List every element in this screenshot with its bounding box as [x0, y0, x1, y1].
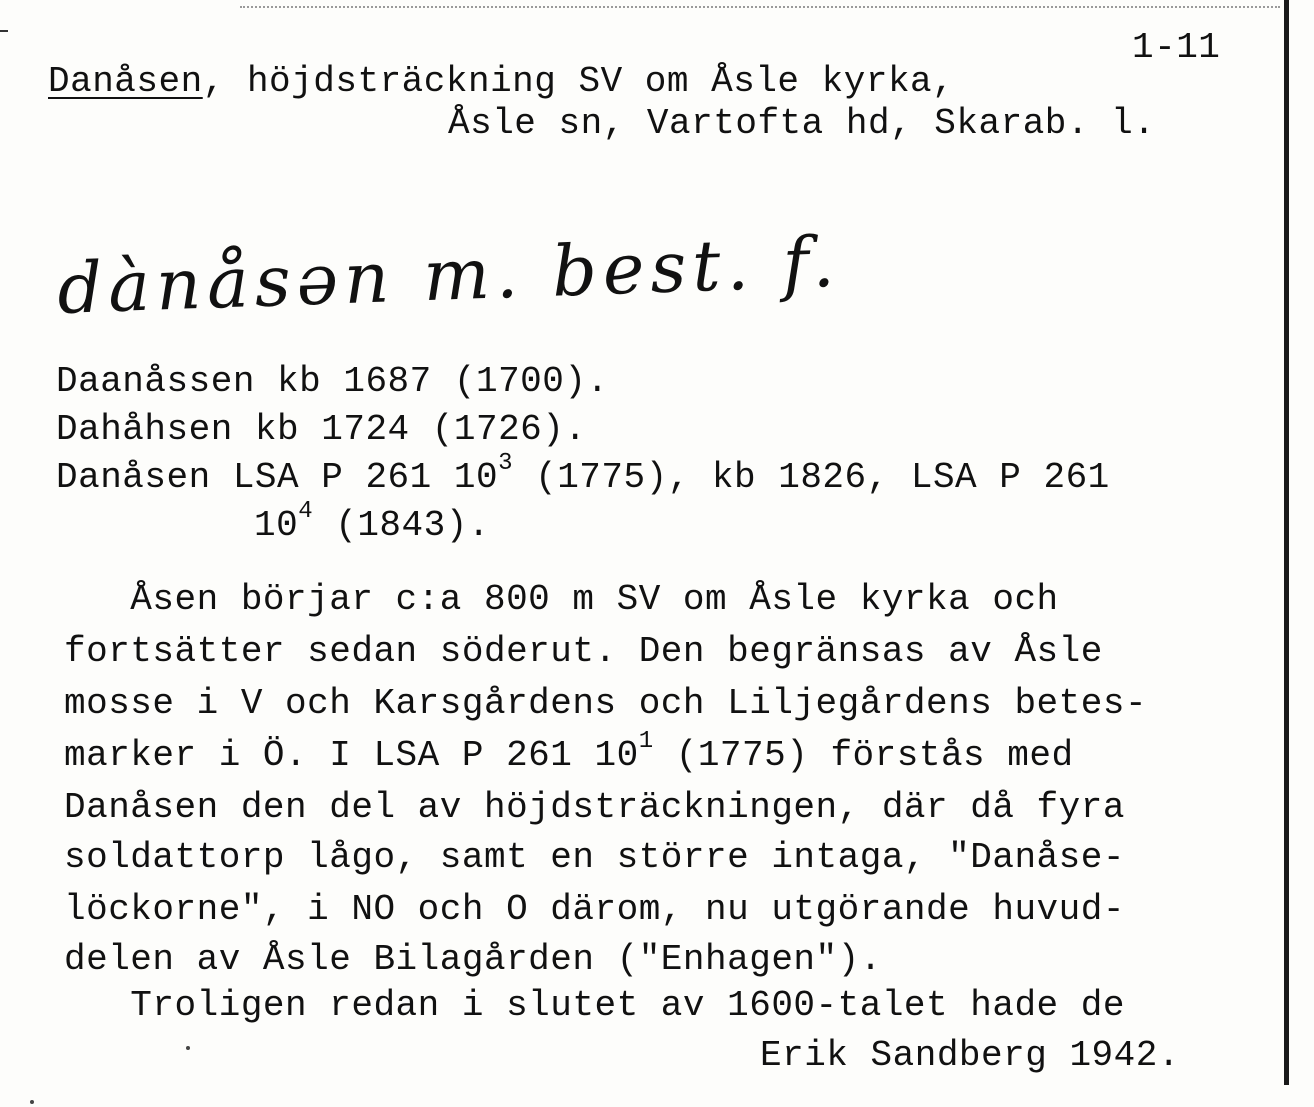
- body-line: mosse i V och Karsgårdens och Liljegårdens betes-: [64, 683, 1148, 724]
- source-superscript: 3: [498, 450, 513, 477]
- source-line: [254, 498, 490, 546]
- source-line: Dahåhsen kb 1724 (1726).: [56, 409, 587, 450]
- signature: Erik Sandberg 1942.: [760, 1035, 1180, 1076]
- card-right-edge: [1284, 0, 1289, 1085]
- body-line: Troligen redan i slutet av 1600-talet hade de: [64, 985, 1125, 1026]
- stray-dot: [30, 1100, 34, 1104]
- handwritten-pronunciation: [56, 220, 1016, 348]
- stray-dot: [186, 1046, 190, 1050]
- body-line: Danåsen den del av höjdsträckningen, där då fyra: [64, 787, 1125, 828]
- source-text: (1843).: [313, 505, 490, 546]
- source-text: Danåsen LSA P 261 10: [56, 457, 499, 498]
- card-top-edge: [240, 6, 1280, 8]
- source-line: [56, 450, 1110, 498]
- body-line: soldattorp lågo, samt en större intaga, "Danåse-: [64, 837, 1125, 878]
- source-text: 10: [254, 505, 299, 546]
- body-line: delen av Åsle Bilagården ("Enhagen").: [64, 939, 882, 980]
- source-superscript: 4: [298, 498, 314, 525]
- place-location: Åsle sn, Vartofta hd, Skarab. l.: [448, 103, 1156, 144]
- heading-line: [48, 62, 954, 102]
- body-line: Åsen börjar c:a 800 m SV om Åsle kyrka och: [64, 579, 1059, 620]
- place-description: , höjdsträckning SV om Åsle kyrka,: [202, 61, 955, 102]
- card-number: 1-11: [1132, 27, 1221, 68]
- source-line: Daanåssen kb 1687 (1700).: [56, 361, 609, 402]
- source-text: (1775), kb 1826, LSA P 261: [512, 457, 1110, 498]
- margin-tick: [0, 30, 8, 32]
- body-superscript: 1: [638, 728, 654, 755]
- body-line: fortsätter sedan söderut. Den begränsas av Åsle: [64, 631, 1103, 672]
- body-text: marker i Ö. I LSA P 261 10: [64, 735, 639, 776]
- body-line: löckorne", i NO och O därom, nu utgörande huvud-: [64, 889, 1125, 930]
- place-name: Danåsen: [48, 61, 203, 102]
- pronunciation-text: dànåsən m. best. f.: [56, 220, 842, 330]
- body-line: [64, 728, 1074, 776]
- body-text: (1775) förstås med: [653, 735, 1074, 776]
